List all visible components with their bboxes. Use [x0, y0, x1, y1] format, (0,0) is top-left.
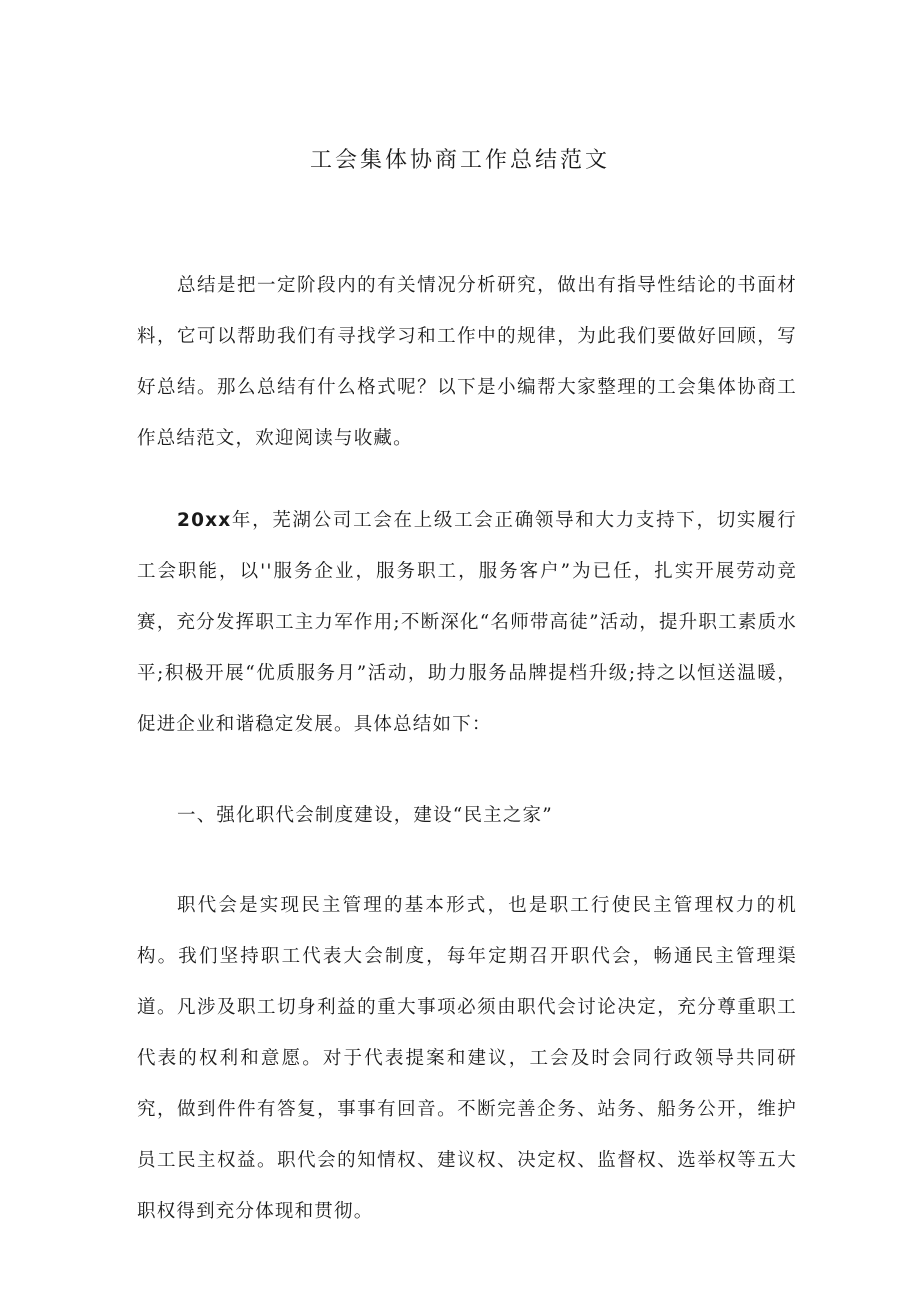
section-heading: 一、强化职代会制度建设，建设“民主之家” — [177, 805, 553, 826]
body-paragraph-2: 职代会是实现民主管理的基本形式，也是职工行使民主管理权力的机构。我们坚持职工代表大会制度，每年定期召开职代会，畅通民主管理渠道。凡涉及职工切身利益的重大事项必须由职代会讨论决定，充分尊重职工代表的权利和意愿。对于代表提案和建议，工会及时会同行政领导共同研究，做到件件有答复，事事有回音。不断完善企务、站务、船务公开，维护员工民主权益。职代会的知情权、建议权、决定权、监督权、选举权等五大职权得到充分体现和贯彻。 — [137, 895, 797, 1222]
year-text: 20xx — [177, 510, 232, 531]
body-paragraph-1 — [137, 495, 797, 750]
body-paragraph-1-text: 年，芜湖公司工会在上级工会正确领导和大力支持下，切实履行工会职能，以''服务企业，服务职工，服务客户”为已任，扎实开展劳动竞赛，充分发挥职工主力军作用;不断深化“名师带高徒”活动，提升职工素质水平;积极开展“优质服务月”活动，助力服务品牌提档升级;持之以恒送温暖，促进企业和谐稳定发展。具体总结如下： — [137, 510, 797, 735]
document-title: 工会集体协商工作总结范文 — [309, 148, 610, 173]
intro-paragraph: 总结是把一定阶段内的有关情况分析研究，做出有指导性结论的书面材料，它可以帮助我们有寻找学习和工作中的规律，为此我们要做好回顾，写好总结。那么总结有什么格式呢？以下是小编帮大家整理的工会集体协商工作总结范文，欢迎阅读与收藏。 — [137, 275, 797, 449]
